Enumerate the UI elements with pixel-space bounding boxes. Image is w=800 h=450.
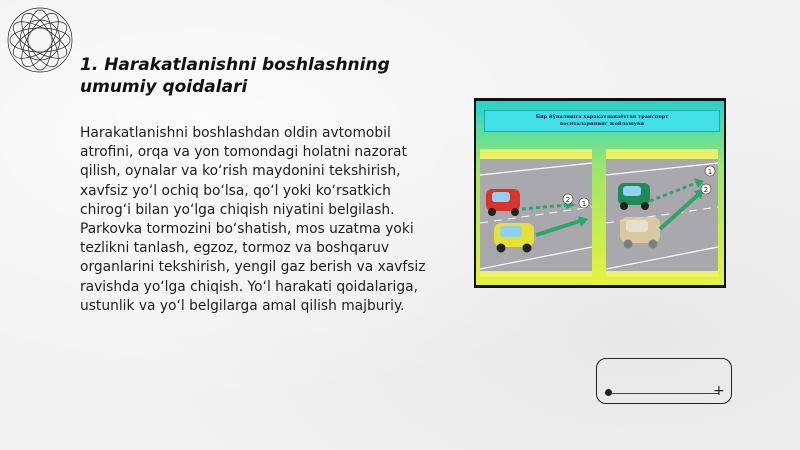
illustration-panel-left xyxy=(480,149,592,277)
timeline-dot-icon xyxy=(605,389,612,396)
traffic-illustration xyxy=(474,98,726,288)
slide-body-text: Harakatlanishni boshlashdan oldin avtomobil atrofini, orqa va yon tomondagi holatni nazorat qilish, oynalar va ko‘rish maydonini tekshirish, xavfsiz yo‘l ochiq bo‘lsa, qo‘l yoki ko‘rsatkich chirog‘i bilan yo‘lga chiqish niyatini belgilash. Parkovka tormozini bo‘shatish, mos uzatma yoki tezlikni tanlash, egzoz, tormoz va boshqaruv organlarini tekshirish, yengil gaz berish va xavfsiz ravishda yo‘lga chiqish. Yo‘l harakati qoidalariga, ustunlik va yo‘l belgilarga amal qilish majburiy. xyxy=(80,125,426,314)
route-label: 2 xyxy=(565,196,571,204)
plus-icon: + xyxy=(713,383,725,399)
illustration-panel-right xyxy=(606,149,718,277)
slide-title-line1: 1. Harakatlanishni boshlashning xyxy=(80,55,390,75)
illustration-header xyxy=(484,110,720,132)
route-label: 2 xyxy=(703,186,709,194)
route-label: 1 xyxy=(581,200,587,208)
slide-title xyxy=(80,54,440,98)
timeline-box xyxy=(596,358,732,404)
timeline-line xyxy=(609,393,719,394)
illustration-header-line2: воситаларининг жойлашуви xyxy=(559,121,645,127)
route-label: 1 xyxy=(707,168,713,176)
ornament-logo xyxy=(5,5,75,75)
illustration-header-line1: Бир йўналишга ҳаракатланаётган транспорт xyxy=(535,114,669,120)
slide-title-line2: umumiy qoidalari xyxy=(80,77,248,97)
illustration-canvas xyxy=(476,101,724,285)
